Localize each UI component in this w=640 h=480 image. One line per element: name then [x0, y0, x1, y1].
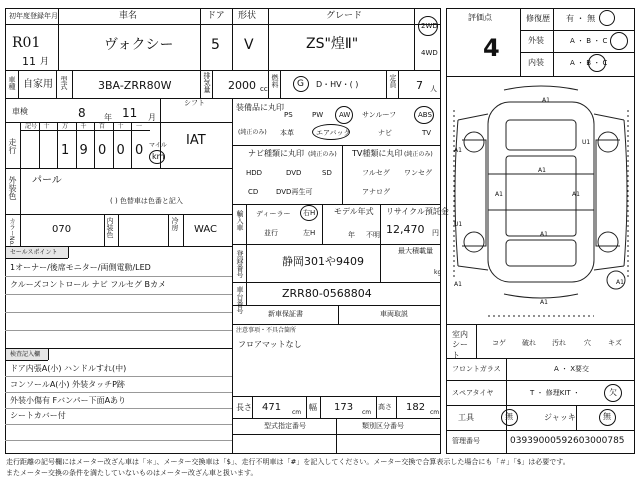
tools-label: 工具 — [458, 413, 474, 422]
nav-note: (純正のみ) — [308, 151, 337, 158]
capacity-label: 定員 — [389, 74, 397, 88]
height-label: 高さ — [378, 403, 392, 411]
color-label: 外装色 — [8, 176, 17, 200]
tv-analog: アナログ — [362, 188, 390, 196]
fuel-options: D・HV・( ) — [316, 80, 359, 89]
nav-dvd-play: DVD再生可 — [276, 188, 313, 196]
equipment-title: 装備品に丸印 — [236, 103, 284, 112]
doors: 5 — [211, 37, 220, 53]
plate: 静岡301や9409 — [282, 255, 364, 268]
sales-point-1: 1オーナー/後席モニター/両側電動/LED — [10, 263, 151, 272]
dealer: ディーラー — [256, 210, 291, 218]
inspection-month-unit: 月 — [148, 113, 156, 122]
spare-label: スペアタイヤ — [452, 389, 494, 397]
mileage-unit-header: 一 — [136, 123, 143, 130]
inspector-note-1: ドア内張A(小) ハンドルすれ(中) — [10, 364, 127, 373]
recycle-label: リサイクル預託金 — [386, 207, 449, 216]
drive-4wd: 4WD — [421, 49, 438, 57]
equip-abs: ABS — [418, 111, 432, 119]
first-reg-era: R01 — [12, 35, 41, 51]
mileage-unit-header: 万 — [62, 123, 69, 130]
recycle: 12,470 — [386, 223, 425, 236]
shift-label: シフト — [184, 99, 205, 107]
yen-unit: 円 — [432, 229, 439, 237]
model: 3BA-ZRR80W — [98, 79, 172, 92]
seat-hole: 穴 — [584, 339, 591, 347]
tv-note: (純正のみ) — [404, 151, 433, 158]
plate-label: 登録番号 — [236, 250, 244, 278]
interior-label: 内装 — [528, 58, 544, 67]
drive-2wd: 2WD — [421, 22, 438, 30]
chassis-label: 車台番号 — [236, 286, 244, 314]
equip-leather: 本革 — [280, 129, 294, 137]
class-label: 類別区分番号 — [362, 422, 404, 430]
max-load-label: 最大積載量 — [398, 247, 433, 255]
chassis: ZRR80-0568804 — [282, 287, 372, 300]
diagram-damage-label: A1 — [616, 279, 624, 286]
seat-tear: 破れ — [522, 339, 536, 347]
displacement: 2000 — [228, 79, 256, 92]
model-year-unknown: 不明 — [366, 231, 380, 239]
fuel-label: 燃料 — [271, 74, 279, 88]
inspector-note-3: 外装小傷有 Fバンパー下面Aあり — [10, 396, 127, 405]
vehicle-kind-label: 車種 — [8, 76, 16, 90]
grade: ZS"煌Ⅱ" — [306, 36, 359, 52]
footer-line-2: またメーター交換の条件を満たしていないものはメーター改ざん車と扱います。 — [6, 469, 258, 477]
vehicle-use: 自家用 — [23, 79, 53, 90]
mileage-digit: 1 — [61, 143, 70, 158]
length: 471 — [262, 402, 282, 413]
interior-color-label: 内装色 — [106, 217, 114, 238]
right-h: 右H — [303, 209, 316, 217]
footer-line-1: 走行距離の記号欄にはメーター改ざん車は「＊」、メーター交換車は「$」、走行不明車は「#」を記入してください。メーター交換で合算表示した場合にも「＃」「$」は必要です。 — [6, 458, 570, 466]
inspector-note-4: シートカバー付 — [10, 411, 66, 420]
inspection-year-unit: 年 — [104, 113, 112, 122]
exterior-label: 外装 — [528, 36, 544, 45]
repair-options: 有 ・ 無 — [566, 14, 596, 23]
first-reg-month: 11 — [22, 55, 36, 68]
width: 173 — [334, 402, 354, 413]
color: パール — [32, 175, 62, 186]
model-label: 型式 — [60, 76, 68, 90]
jack: 無 — [603, 412, 611, 421]
glass-label: フロントガラス — [452, 365, 501, 373]
inspector-label: 検査記入欄 — [10, 351, 41, 358]
displacement-label: 排気量 — [203, 72, 211, 93]
mileage-unit-header: 十 — [43, 123, 50, 130]
equip-pw: PW — [312, 111, 324, 119]
nav-hdd: HDD — [246, 169, 263, 177]
kg-unit: kg — [434, 269, 442, 276]
nav-sd: SD — [322, 169, 332, 177]
glass: A ・ X要交 — [554, 365, 590, 373]
new-car-warranty: 新車保証書 — [268, 310, 303, 318]
equip-tv: TV — [422, 129, 432, 137]
height: 182 — [406, 402, 426, 413]
interior-options: A ・ B ・ C — [570, 59, 608, 67]
diagram-damage-label: A1 — [540, 299, 548, 306]
width-unit: cm — [362, 409, 372, 416]
diagram-damage-label: A1 — [454, 281, 462, 288]
attention: フロアマットなし — [238, 340, 302, 349]
color-no: 070 — [52, 224, 72, 235]
diagram-damage-label: U1 — [454, 221, 463, 228]
first-reg-label: 初年度登録年月 — [9, 12, 58, 20]
manual: 車両取説 — [380, 310, 408, 318]
mgmt: 03939000592603000785 — [510, 436, 625, 446]
type-designation-label: 型式指定番号 — [264, 422, 306, 430]
sales-points-label: セールスポイント — [10, 249, 58, 256]
mileage-digit: 0 — [116, 143, 125, 158]
diagram-damage-label: A1 — [454, 147, 462, 154]
model-year-year: 年 — [348, 231, 355, 239]
attention-label: 注意事項・不具合箇所 — [236, 327, 297, 334]
inspector-note-2: コンソールA(小) 外装タッチP跡 — [10, 380, 125, 389]
capacity: 7 — [416, 79, 423, 92]
seat-label: 室内シート — [452, 330, 468, 360]
diagram-damage-label: A1 — [572, 191, 580, 198]
equip-ps: PS — [284, 111, 293, 119]
diagram-damage-label: U1 — [582, 139, 591, 146]
score: 4 — [483, 34, 500, 62]
ac-label: 冷房 — [171, 217, 179, 231]
equip-navi: ナビ — [378, 129, 392, 137]
shape-label: 形状 — [238, 11, 257, 21]
first-reg-month-unit: 月 — [40, 57, 50, 67]
mile-unit: マイル — [149, 142, 167, 149]
equip-sunroof: サンルーフ — [362, 111, 397, 119]
grade-label: グレード — [326, 11, 363, 21]
diagram-damage-label: A1 — [538, 167, 546, 174]
repair-none-circle — [599, 10, 615, 26]
parallel: 並行 — [264, 229, 278, 237]
nav-dvd: DVD — [286, 169, 302, 177]
car-name: ヴォクシー — [104, 37, 174, 53]
seat-stain: 汚れ — [552, 339, 566, 347]
jack-label: ジャッキ — [544, 413, 576, 422]
nav-title: ナビ種類に丸印 — [248, 149, 304, 158]
spare: T ・ 修理KIT ・ — [530, 389, 580, 397]
length-label: 長さ — [236, 403, 252, 412]
ac: WAC — [194, 224, 217, 235]
tv-oneseg: ワンセグ — [404, 169, 432, 177]
exterior-c-circle — [610, 32, 628, 50]
score-label: 評価点 — [468, 13, 492, 22]
car-damage-diagram — [448, 80, 634, 330]
mileage-label: 走行 — [8, 138, 17, 154]
mileage-unit-header: 記号 — [25, 123, 38, 130]
equip-aw: AW — [339, 111, 351, 119]
inspection-month: 11 — [122, 106, 138, 120]
mgmt-label: 管理番号 — [452, 437, 480, 445]
seat-scratch: キズ — [608, 339, 622, 347]
color-note: ( ) 色替車は色番と記入 — [110, 197, 183, 205]
equip-airbag: エアバック — [316, 129, 351, 137]
equipment-subtitle: (純正のみ) — [238, 129, 267, 136]
mileage-digit: 0 — [135, 143, 144, 158]
diagram-damage-label: A1 — [495, 191, 503, 198]
capacity-unit: 人 — [430, 85, 437, 93]
length-unit: cm — [292, 409, 302, 416]
tools: 無 — [505, 412, 513, 421]
width-label: 幅 — [309, 403, 317, 412]
height-unit: cm — [430, 409, 440, 416]
diagram-damage-label: A1 — [540, 231, 548, 238]
cc-unit: cc — [260, 85, 268, 93]
mileage-digit: 0 — [98, 143, 107, 158]
sales-point-2: クルーズコントロール ナビ フルセグ Bカメ — [10, 280, 166, 289]
model-year-label: モデル年式 — [334, 207, 374, 216]
shift: IAT — [186, 133, 206, 148]
left-h: 左H — [303, 229, 316, 237]
tv-fullseg: フルセグ — [362, 169, 390, 177]
mileage-unit-header: 千 — [80, 123, 87, 130]
import-label: 輸入車 — [236, 210, 244, 231]
inspection-year: 8 — [78, 106, 86, 120]
interior-b-circle — [588, 54, 606, 72]
color-no-label: カラーNo. — [8, 218, 15, 246]
repair-label: 修復歴 — [526, 14, 550, 23]
km-unit: km — [152, 152, 165, 161]
exterior-options: A ・ B ・ C — [570, 37, 608, 45]
car-name-label: 車名 — [119, 11, 138, 21]
nav-cd: CD — [248, 188, 259, 196]
mileage-digit: 9 — [79, 143, 88, 158]
spare-none: 欠 — [609, 388, 617, 397]
fuel: G — [297, 79, 304, 89]
diagram-damage-label: A1 — [542, 97, 550, 104]
shape: V — [244, 37, 254, 53]
tv-title: TV種類に丸印 — [352, 149, 403, 158]
mileage-unit-header: 百 — [99, 123, 106, 130]
door-label: ドア — [207, 11, 225, 21]
inspection-label: 車検 — [12, 107, 28, 116]
seat-burn: コゲ — [492, 339, 506, 347]
mileage-unit-header: 十 — [117, 123, 124, 130]
